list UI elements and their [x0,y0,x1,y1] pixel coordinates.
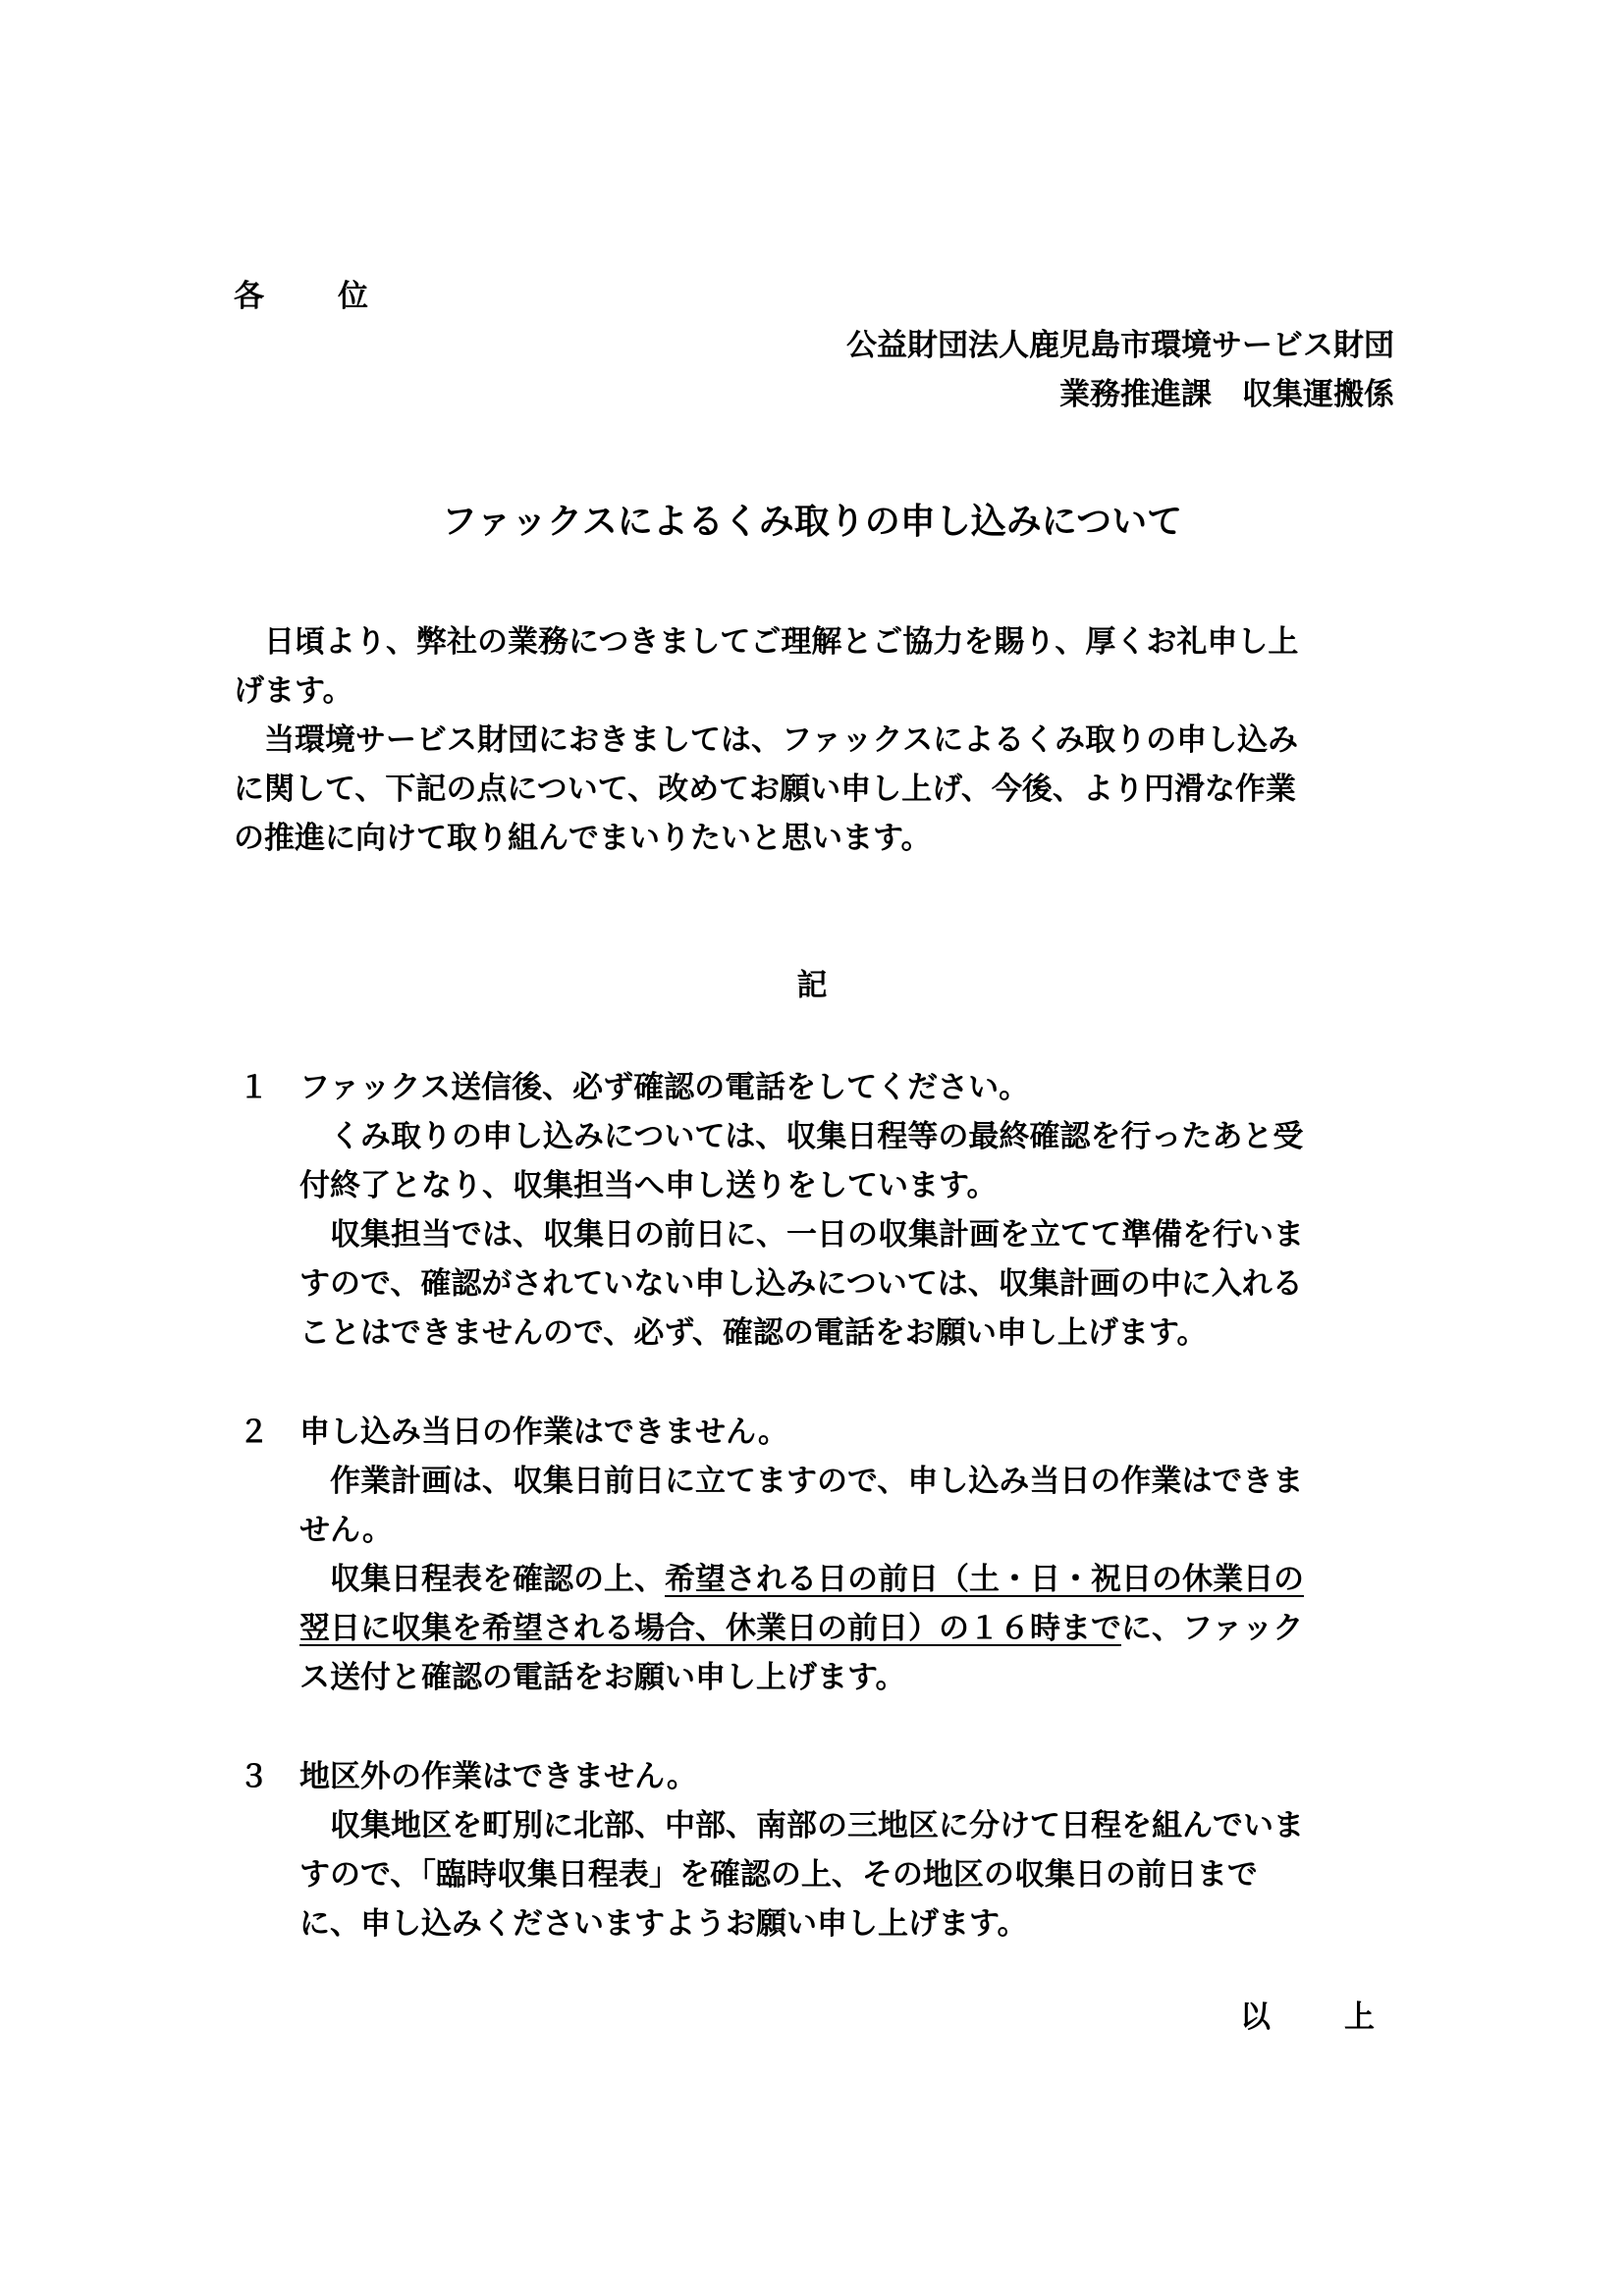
item-line: ことはできませんので、必ず、確認の電話をお願い申し上げます。 [299,1315,1208,1351]
item-line: 作業計画は、収集日前日に立てますので、申し込み当日の作業はできま [299,1464,1304,1499]
item-line: すので、確認がされていない申し込みについては、収集計画の中に入れる [299,1266,1303,1302]
deadline-underlined-text: 希望される日の前日（土・日・祝日の休業日の [665,1562,1304,1597]
document-title: ファックスによるくみ取りの申し込みについて [441,502,1183,542]
item-heading: 地区外の作業はできません。 [299,1759,697,1794]
intro-line: の推進に向けて取り組んでまいりたいと思います。 [234,821,932,856]
item-line-text: 収集日程表を確認の上、 [299,1562,665,1597]
item-heading: 申し込み当日の作業はできません。 [299,1415,788,1450]
item-line: すので、「臨時収集日程表」を確認の上、その地区の収集日の前日まで [299,1857,1258,1893]
intro-line: 日頃より、弊社の業務につきましてご理解とご協力を賜り、厚くお礼申し上 [234,624,1299,660]
item-number: ３ [239,1759,269,1794]
item-heading: ファックス送信後、必ず確認の電話をしてください。 [299,1070,1030,1105]
item-line [299,1607,1303,1650]
intro-line: 当環境サービス財団におきましては、ファックスによるくみ取りの申し込み [234,722,1299,758]
item-number: ２ [239,1415,269,1450]
item-line: 収集担当では、収集日の前日に、一日の収集計画を立てて準備を行いま [299,1217,1304,1253]
intro-line: げます。 [234,673,353,709]
item-line: くみ取りの申し込みについては、収集日程等の最終確認を行ったあと受 [299,1119,1304,1154]
closing-mark: 以 上 [1240,2000,1396,2035]
intro-line: に関して、下記の点について、改めてお願い申し上げ、今後、より円滑な作業 [234,772,1296,807]
item-line [299,1558,1304,1601]
item-line: 収集地区を町別に北部、中部、南部の三地区に分けて日程を組んでいま [299,1808,1304,1843]
item-line: せん。 [299,1513,393,1548]
salutation: 各 位 [234,279,390,314]
item-line: に、申し込みくださいますようお願い申し上げます。 [299,1906,1028,1942]
item-number: １ [239,1070,269,1105]
item-line-text: に、ファック [1121,1611,1304,1646]
ki-mark: 記 [796,968,828,1003]
sender-department: 業務推進課 収集運搬係 [1059,377,1394,412]
item-line: 付終了となり、収集担当へ申し送りをしています。 [299,1168,998,1203]
deadline-underlined-text: 翌日に収集を希望される場合、休業日の前日）の１６時まで [299,1611,1121,1646]
item-line: ス送付と確認の電話をお願い申し上げます。 [299,1660,906,1695]
sender-organization: 公益財団法人鹿児島市環境サービス財団 [846,328,1394,363]
